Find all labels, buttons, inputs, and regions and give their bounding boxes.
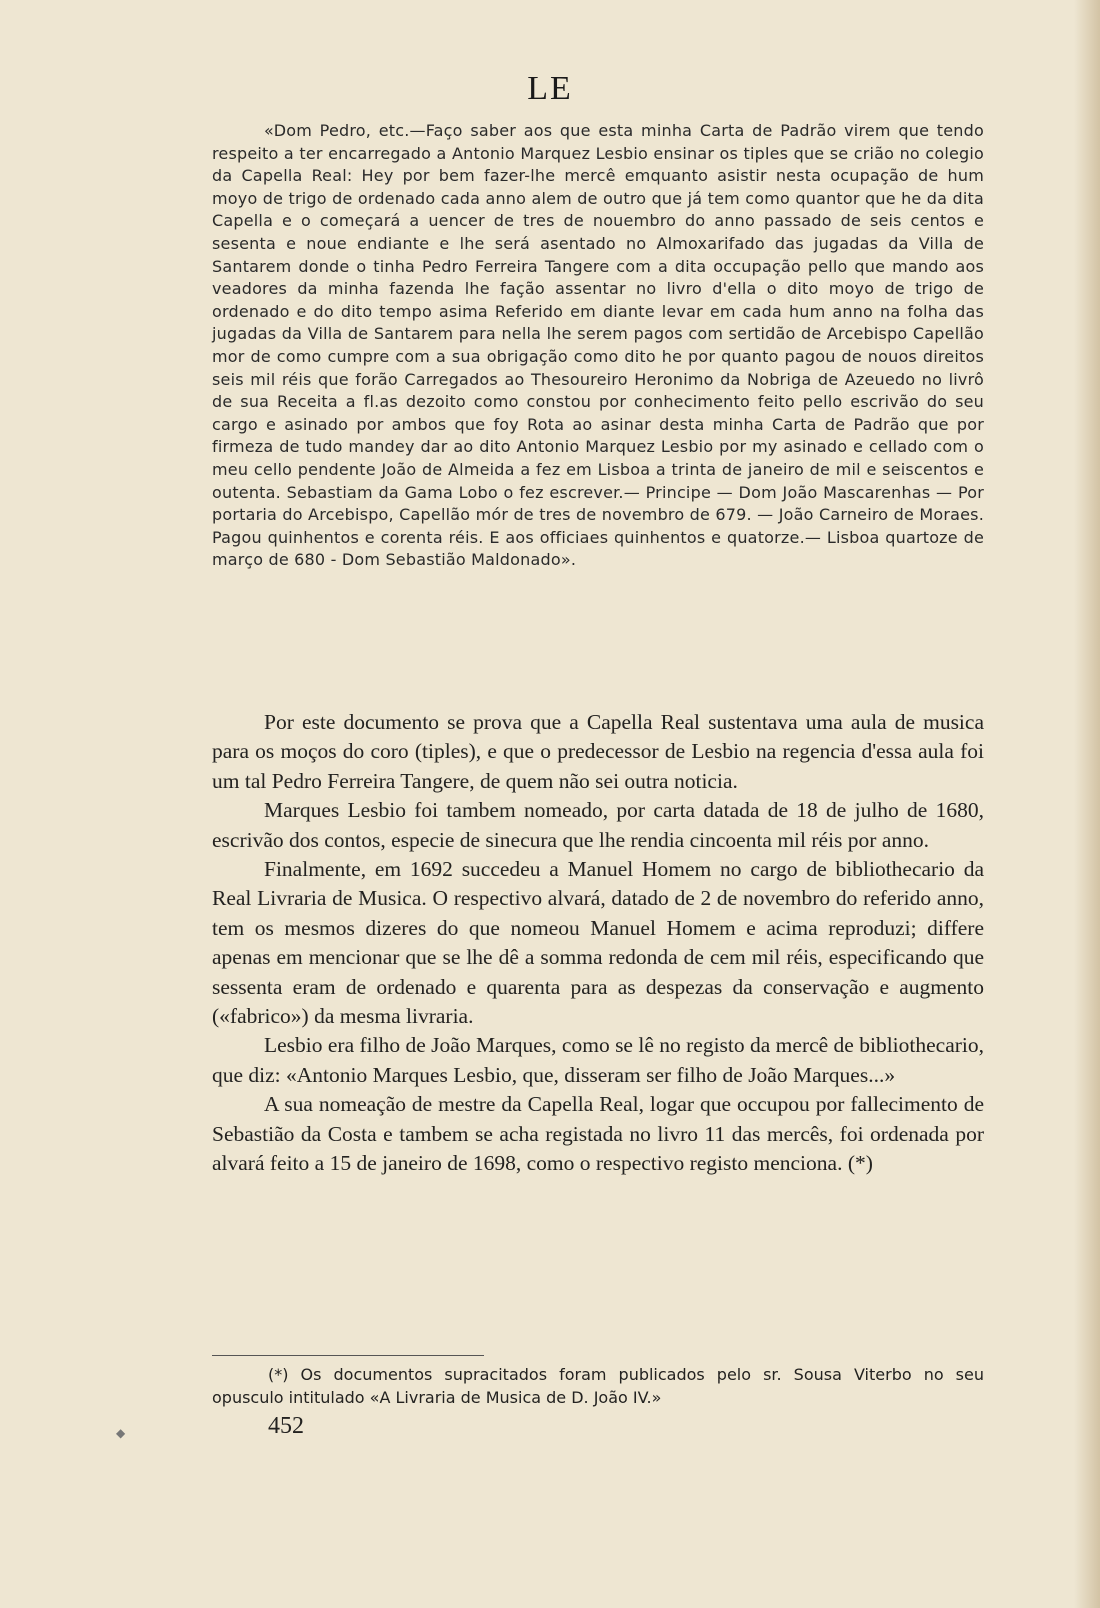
page-number: 452 xyxy=(268,1413,304,1439)
paragraph: Por este documento se prova que a Capella Real sustentava uma aula de musica para os moços do coro (tiples), e que o predecessor de Lesbio na regencia d'essa aula foi um tal Pedro Ferreira Tangere, de quem não sei outra noticia. xyxy=(212,710,984,793)
paragraph: Finalmente, em 1692 succedeu a Manuel Homem no cargo de bibliothecario da Real Livraria de Musica. O respectivo alvará, datado de 2 de novembro do referido anno, tem os mesmos dizeres do que nomeou Manuel Homem e acima reproduzi; differe apenas em mencionar que se lhe dê a somma redonda de cem mil réis, especificando que sessenta eram de ordenado e quarenta para as despezas da conservação e augmento («fabrico») da mesma livraria. xyxy=(212,857,984,1029)
paragraph: Lesbio era filho de João Marques, como se lê no registo da mercê de bibliothecario, que diz: «Antonio Marques Lesbio, que, disseram ser filho de João Marques...» xyxy=(212,1033,985,1087)
footnote: (*) Os documentos supracitados foram publicados pelo sr. Sousa Viterbo no seu opusculo intitulado «A Livraria de Musica de D. João IV.» xyxy=(212,1365,984,1407)
footnote-divider xyxy=(212,1355,484,1356)
document-quote: «Dom Pedro, etc.—Faço saber aos que esta minha Carta de Padrão virem que tendo respeito a ter encarregado a Antonio Marquez Lesbio ensinar os tiples que se crião no colegio da Capella Real: Hey por bem fazer-lhe mercê emquanto asistir nesta ocupação de hum moyo de trigo de ordenado cada anno alem de outro que já tem como quantor que he da dita Capella e o começará a uencer de tres de nouembro do anno passado de seis centos e sesenta e noue endiante e lhe será asentado no Almoxarifado das jugadas da Villa de Santarem donde o tinha Pedro Ferreira Tangere com a dita occupação pello que mando aos veadores da minha fazenda lhe fação assentar no livro d'ella o dito moyo de trigo de ordenado e do dito tempo asima Referido em diante levar em cada hum anno na folha das jugadas da Villa de Santarem para nella lhe serem pagos com sertidão de Arcebispo Capellão mor de como cumpre com a sua obrigação como dito he por quanto pagou de nouos direitos seis mil réis que forão Carregados ao Thesoureiro Heronimo da Nobriga de Azeuedo no livrô de sua Receita a fl.as dezoito como constou por conhecimento feito pello escrivão do seu cargo e asinado por ambos que foy Rota ao asinar desta minha Carta de Padrão que por firmeza de tudo mandey dar ao dito Antonio Marquez Lesbio por my asinado e cellado com o meu cello pendente João de Almeida a fez em Lisboa a trinta de janeiro de mil e seiscentos e outenta. Sebastiam da Gama Lobo o fez escrever.— Principe — Dom João Mascarenhas — Por portaria do Arcebispo, Capellão mór de tres de novembro de 679. — João Carneiro de Moraes. Pagou quinhentos e corenta réis. E aos officiaes quinhentos e quatorze.— Lisboa quartoze de março de 680 - Dom Sebastião Maldonado». xyxy=(212,121,984,570)
paragraph: Marques Lesbio foi tambem nomeado, por carta datada de 18 de julho de 1680, escrivão dos contos, especie de sinecura que lhe rendia cincoenta mil réis por anno. xyxy=(212,798,984,852)
paragraph: A sua nomeação de mestre da Capella Real, logar que occupou por fallecimento de Sebastião da Costa e tambem se acha registada no livro 11 das mercês, foi ordenada por alvará feito a 15 de janeiro de 1698, como o respectivo registo menciona. (*) xyxy=(212,1092,984,1176)
page-edge-shadow xyxy=(1074,0,1100,1608)
print-mark: ◆ xyxy=(116,1426,126,1440)
body-text xyxy=(212,708,984,1179)
running-head: LE xyxy=(527,70,573,107)
